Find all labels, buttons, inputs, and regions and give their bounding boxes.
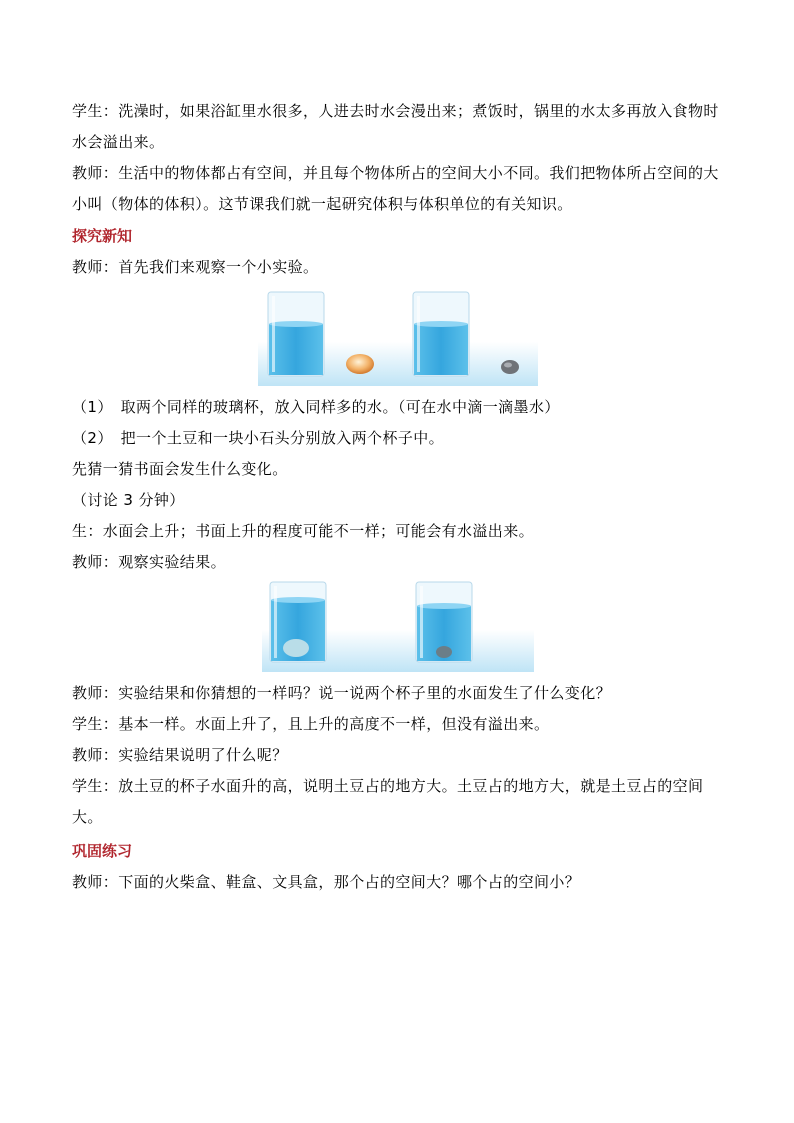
experiment-before-illustration xyxy=(258,288,538,386)
step-one: （1） 取两个同样的玻璃杯，放入同样多的水。（可在水中滴一滴墨水） xyxy=(72,398,560,416)
paragraph-student-result: 学生：基本一样。水面上升了，且上升的高度不一样，但没有溢出来。 xyxy=(72,715,550,733)
paragraph-student-conclusion: 学生：放土豆的杯子水面升的高，说明土豆占的地方大。土豆占的地方大，就是土豆占的空间大。 xyxy=(72,777,704,826)
left-glass xyxy=(268,292,324,376)
paragraph-guess: 先猜一猜书面会发生什么变化。 xyxy=(72,460,288,478)
paragraph-student-bath: 学生：洗澡时，如果浴缸里水很多，人进去时水会漫出来；煮饭时，锅里的水太多再放入食物时水会溢出来。 xyxy=(72,102,719,151)
paragraph-teacher-compare: 教师：实验结果和你猜想的一样吗？说一说两个杯子里的水面发生了什么变化？ xyxy=(72,684,612,702)
paragraph-student-prediction: 生：水面会上升；书面上升的程度可能不一样；可能会有水溢出来。 xyxy=(72,522,535,540)
paragraph-discussion: （讨论 3 分钟） xyxy=(72,491,185,509)
paragraph-teacher-observe: 教师：观察实验结果。 xyxy=(72,553,227,571)
paragraph-teacher-space: 教师：生活中的物体都占有空间，并且每个物体所占的空间大小不同。我们把物体所占空间的大小叫（物体的体积）。这节课我们就一起研究体积与体积单位的有关知识。 xyxy=(72,164,719,213)
left-glass-after xyxy=(270,582,326,662)
paragraph-teacher-experiment: 教师：首先我们来观察一个小实验。 xyxy=(72,258,319,276)
paragraph-teacher-boxes: 教师：下面的火柴盒、鞋盒、文具盒，那个占的空间大？哪个占的空间小？ xyxy=(72,873,581,891)
right-glass xyxy=(413,292,469,376)
section-heading-practice: 巩固练习 xyxy=(72,842,133,860)
section-heading-explore: 探究新知 xyxy=(72,227,133,245)
experiment-after-illustration xyxy=(262,578,534,672)
potato-in-water xyxy=(283,639,309,657)
potato-illustration xyxy=(346,354,374,374)
stone-in-water xyxy=(436,646,452,658)
right-glass-after xyxy=(416,582,472,662)
step-two: （2） 把一个土豆和一块小石头分别放入两个杯子中。 xyxy=(72,429,445,447)
paragraph-teacher-meaning: 教师：实验结果说明了什么呢？ xyxy=(72,746,288,764)
